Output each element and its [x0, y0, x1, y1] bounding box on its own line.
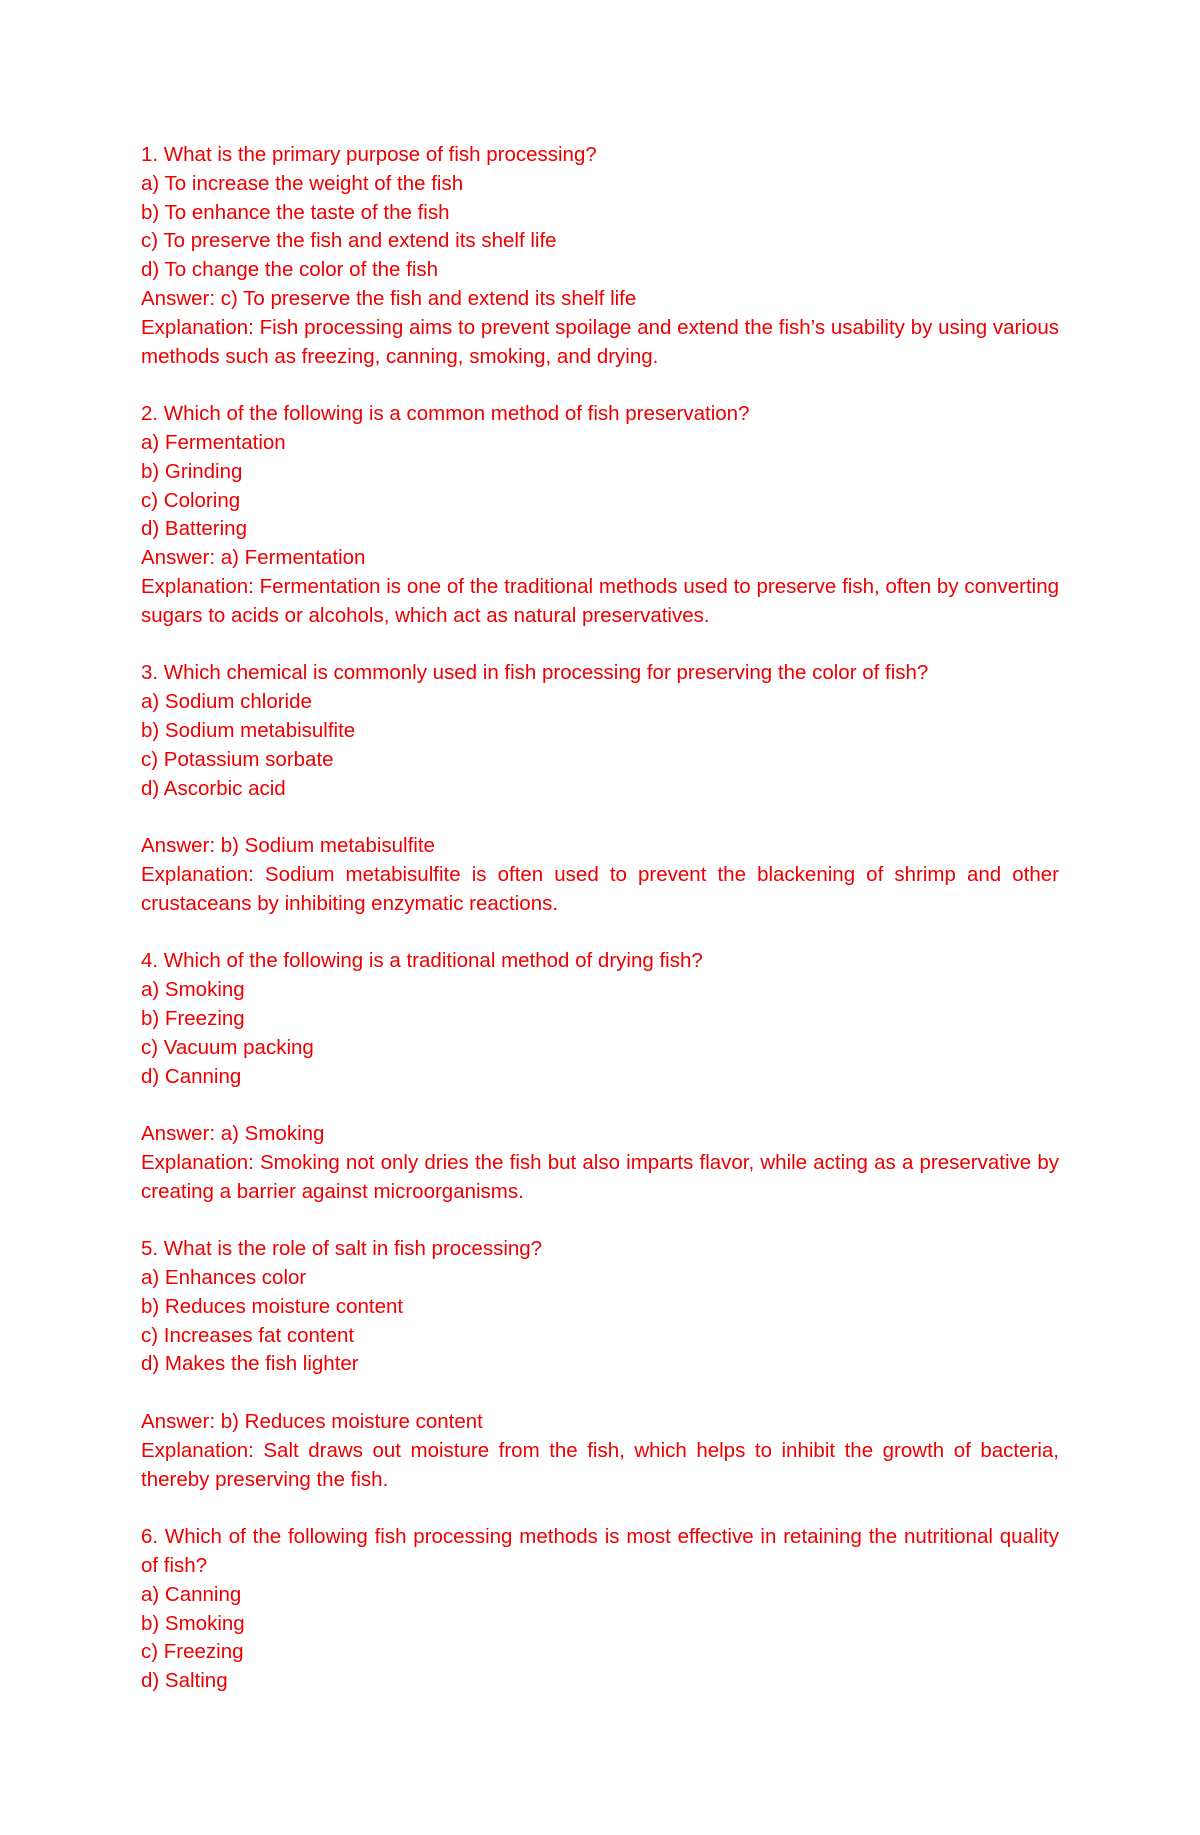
question-block-5 [141, 1235, 1059, 1494]
blank-line [141, 1091, 1059, 1120]
option-a: a) Smoking [141, 978, 245, 1002]
option-d: d) To change the color of the fish [141, 258, 439, 282]
explanation-text: Explanation: Sodium metabisulfite is often used to prevent the blackening of shrimp and other crustaceans by inhibiting enzymatic reactions. [141, 862, 1059, 915]
question-block-6 [141, 1523, 1059, 1696]
option-a: a) Sodium chloride [141, 690, 312, 714]
question-block-3 [141, 659, 1059, 918]
option-a: a) Enhances color [141, 1266, 307, 1290]
explanation-text: Explanation: Salt draws out moisture from the fish, which helps to inhibit the growth of bacteria, thereby preserving the fish. [141, 1438, 1059, 1491]
blank-line [141, 803, 1059, 832]
document-page [141, 141, 1059, 1725]
option-d: d) Battering [141, 517, 247, 541]
question-text: 3. Which chemical is commonly used in fish processing for preserving the color of fish? [141, 661, 929, 685]
option-b: b) Reduces moisture content [141, 1294, 404, 1318]
question-text: 5. What is the role of salt in fish processing? [141, 1237, 543, 1261]
option-b: b) Smoking [141, 1611, 245, 1635]
option-b: b) Sodium metabisulfite [141, 718, 356, 742]
option-b: b) Freezing [141, 1006, 245, 1030]
answer-text: Answer: a) Fermentation [141, 546, 366, 570]
option-b: b) Grinding [141, 459, 243, 483]
option-d: d) Makes the fish lighter [141, 1352, 359, 1376]
question-text: 1. What is the primary purpose of fish processing? [141, 143, 597, 166]
option-b: b) To enhance the taste of the fish [141, 200, 450, 224]
answer-text: Answer: c) To preserve the fish and extend its shelf life [141, 286, 637, 310]
question-text: 2. Which of the following is a common method of fish preservation? [141, 402, 750, 426]
question-block-1 [141, 141, 1059, 371]
option-d: d) Canning [141, 1064, 242, 1088]
option-c: c) Freezing [141, 1640, 244, 1664]
question-text: 6. Which of the following fish processing methods is most effective in retaining the nutritional quality of fish? [141, 1525, 1059, 1578]
explanation-text: Explanation: Fermentation is one of the traditional methods used to preserve fish, often by converting sugars to acids or alcohols, which act as natural preservatives. [141, 574, 1059, 627]
option-c: c) Potassium sorbate [141, 747, 334, 771]
option-d: d) Salting [141, 1669, 228, 1693]
explanation-text: Explanation: Fish processing aims to prevent spoilage and extend the fish’s usability by using various methods such as freezing, canning, smoking, and drying. [141, 315, 1059, 368]
option-d: d) Ascorbic acid [141, 776, 286, 800]
answer-text: Answer: b) Sodium metabisulfite [141, 834, 435, 858]
answer-text: Answer: b) Reduces moisture content [141, 1410, 483, 1434]
option-c: c) Vacuum packing [141, 1035, 314, 1059]
answer-text: Answer: a) Smoking [141, 1122, 325, 1146]
question-block-4 [141, 947, 1059, 1206]
blank-line [141, 1379, 1059, 1408]
question-block-2 [141, 400, 1059, 630]
option-c: c) To preserve the fish and extend its shelf life [141, 229, 557, 253]
option-c: c) Increases fat content [141, 1323, 355, 1347]
option-c: c) Coloring [141, 488, 241, 512]
option-a: a) Fermentation [141, 430, 286, 454]
explanation-text: Explanation: Smoking not only dries the fish but also imparts flavor, while acting as a preservative by creating a barrier against microorganisms. [141, 1150, 1059, 1203]
option-a: a) Canning [141, 1582, 242, 1606]
question-text: 4. Which of the following is a traditional method of drying fish? [141, 949, 703, 973]
option-a: a) To increase the weight of the fish [141, 171, 464, 195]
